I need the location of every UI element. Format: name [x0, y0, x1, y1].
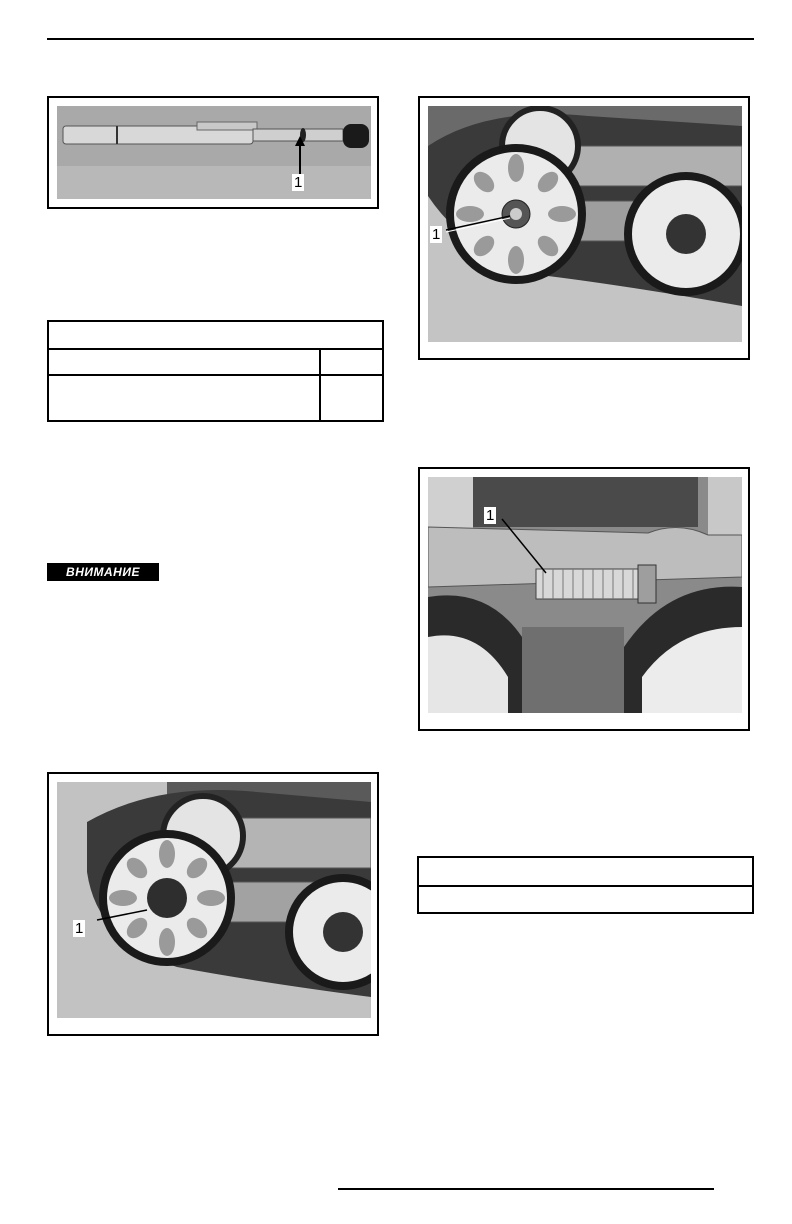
- spec-table-left: [47, 320, 384, 422]
- table-cell: [418, 886, 753, 913]
- table-row: [48, 375, 383, 421]
- table-header-cell: [418, 857, 753, 886]
- tool-photo: [57, 106, 371, 199]
- header-rule: [47, 38, 754, 40]
- table-row: [48, 321, 383, 349]
- callout-1: 1: [486, 507, 495, 524]
- wheel-photo: [428, 106, 742, 342]
- figure-adjuster-bolt: [418, 467, 750, 731]
- figure-tool: [47, 96, 379, 209]
- figure-wheel-axle: [418, 96, 750, 360]
- warning-badge: ВНИМАНИЕ: [47, 563, 159, 581]
- table-cell: [320, 375, 383, 421]
- table-cell: [320, 349, 383, 375]
- table-header-cell: [48, 321, 383, 349]
- table-row: [48, 349, 383, 375]
- table-cell: [48, 349, 320, 375]
- footer-rule: [338, 1188, 714, 1190]
- wheel-hub-photo: [57, 782, 371, 1018]
- table-row: [418, 886, 753, 913]
- figure-wheel-hub: [47, 772, 379, 1036]
- table-cell: [48, 375, 320, 421]
- table-row: [418, 857, 753, 886]
- callout-1: 1: [294, 174, 303, 191]
- bolt-photo: [428, 477, 742, 713]
- callout-1: 1: [432, 226, 441, 243]
- callout-1: 1: [75, 920, 84, 937]
- spec-table-right: [417, 856, 754, 914]
